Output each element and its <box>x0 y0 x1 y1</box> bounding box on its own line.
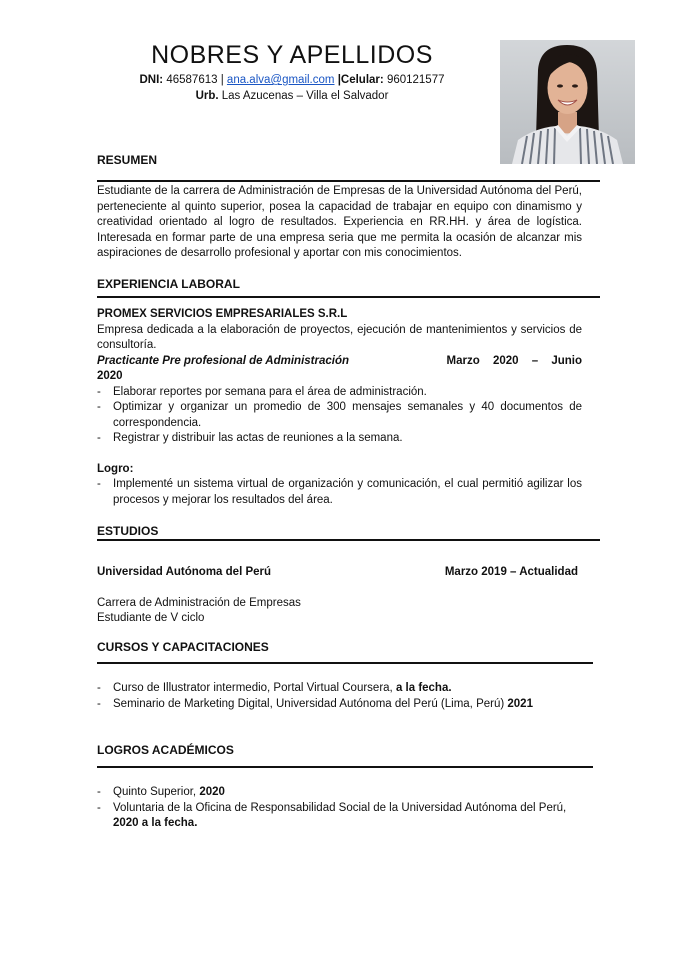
list-item: - Voluntaria de la Oficina de Responsabilidad Social de la Universidad Autónoma del Perú, 2020 a la fecha. <box>97 801 567 829</box>
separator: | <box>337 74 341 86</box>
list-item: - Quinto Superior, 2020 <box>97 786 225 798</box>
institution-name: Universidad Autónoma del Perú <box>97 566 272 578</box>
company-name: PROMEX SERVICIOS EMPRESARIALES S.R.L <box>97 308 348 320</box>
logro-label: Logro: <box>97 462 134 475</box>
career-name: Carrera de Administración de Empresas <box>97 596 301 609</box>
list-item: - Seminario de Marketing Digital, Universidad Autónoma del Perú (Lima, Perú) 2021 <box>97 697 533 710</box>
section-title-experiencia: EXPERIENCIA LABORAL <box>97 277 240 291</box>
list-item: - Curso de Illustrator intermedio, Portal Virtual Coursera, a la fecha. <box>97 682 452 694</box>
company-description: Empresa dedicada a la elaboración de proyectos, ejecución de mantenimientos y servicios de consultoría. <box>97 323 582 351</box>
position-dates: Marzo 2020 – Junio <box>446 354 582 367</box>
separator: | <box>220 74 224 86</box>
section-divider <box>97 296 600 298</box>
section-title-resumen: RESUMEN <box>97 153 158 167</box>
list-item: - Implementé un sistema virtual de organización y comunicación, el cual permitió agilizar los procesos y mejorar los resultados del área. <box>97 478 582 506</box>
contact-line <box>97 73 487 89</box>
phone-value: 960121577 <box>386 74 445 86</box>
section-divider <box>97 766 593 768</box>
phone-label: Celular: <box>340 74 384 86</box>
position-title: Practicante Pre profesional de Administración <box>97 354 350 367</box>
position-dates-year: 2020 <box>97 370 123 382</box>
section-divider <box>97 180 600 182</box>
resumen-text: Estudiante de la carrera de Administración de Empresas de la Universidad Autónoma del Perú, perteneciente al quinto superior, posea la capacidad de trabajar en equipo con dinamismo y creatividad orientado al logro de resultados. Experiencia en RR.HH. y área de logística. Interesada en formar parte de una empresa seria que me permita la ocasión de alcanzar mis aspiraciones de desarrollo profesional y aportar con mis conocimientos. <box>97 185 582 259</box>
experience-entry <box>97 307 582 508</box>
profile-photo <box>500 40 635 164</box>
position-row <box>97 354 582 370</box>
courses-list <box>97 681 582 712</box>
education-dates: Marzo 2019 – Actualidad <box>444 566 578 578</box>
cv-header <box>97 40 487 104</box>
address-line <box>97 89 487 105</box>
dni-label: DNI: <box>139 74 164 86</box>
address-label: Urb. <box>195 89 219 102</box>
section-title-cursos: CURSOS Y CAPACITACIONES <box>97 640 269 654</box>
achievements-list <box>97 785 567 832</box>
address-value: Las Azucenas – Villa el Salvador <box>221 89 389 102</box>
section-divider <box>97 662 593 664</box>
section-title-logros: LOGROS ACADÉMICOS <box>97 743 234 757</box>
section-divider <box>97 539 600 541</box>
email-link[interactable]: ana.alva@gmail.com <box>226 74 335 86</box>
cycle-text: Estudiante de V ciclo <box>97 612 205 624</box>
person-name: NOBRES Y APELLIDOS <box>151 41 433 69</box>
list-item: - Registrar y distribuir las actas de reuniones a la semana. <box>97 432 403 444</box>
education-entry <box>97 565 578 627</box>
section-title-estudios: ESTUDIOS <box>97 524 159 538</box>
list-item: - Elaborar reportes por semana para el área de administración. <box>97 385 427 398</box>
list-item: - Optimizar y organizar un promedio de 300 mensajes semanales y 40 documentos de correspondencia. <box>97 401 582 429</box>
dni-value: 46587613 <box>166 74 218 86</box>
